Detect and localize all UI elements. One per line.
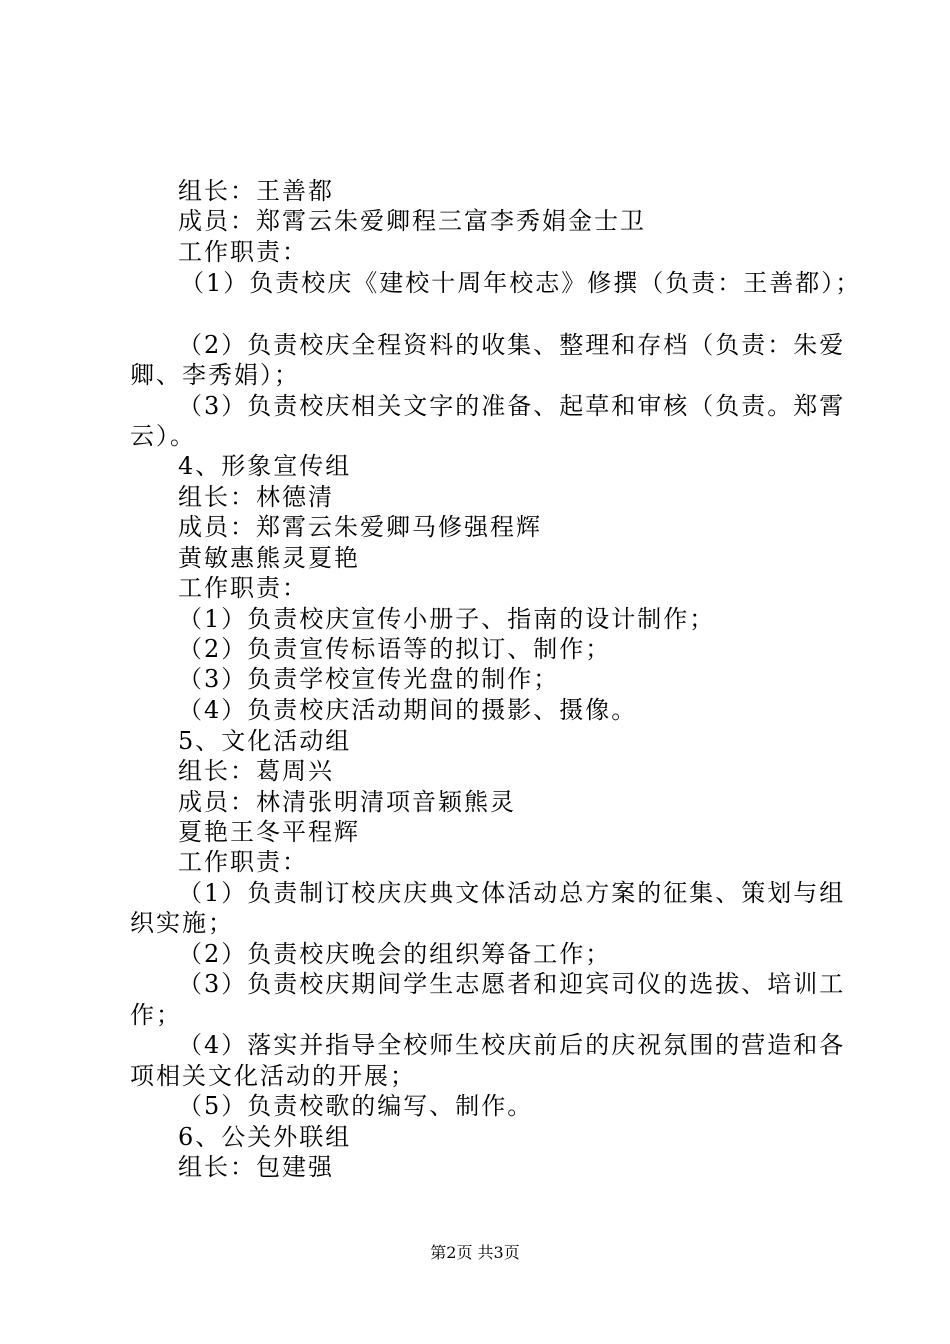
text-line: 黄敏惠熊灵夏艳	[178, 544, 360, 572]
section-heading: 6、公关外联组	[178, 1123, 352, 1151]
text-line: （2）负责校庆全程资料的收集、整理和存档（负责：朱爱	[178, 331, 846, 359]
text-line: 组长：葛周兴	[178, 757, 334, 785]
text-line: 组长：包建强	[178, 1153, 334, 1181]
text-line: （1）负责校庆宣传小册子、指南的设计制作；	[178, 605, 716, 633]
text-line: （5）负责校歌的编写、制作。	[178, 1092, 534, 1120]
text-line: 工作职责：	[178, 848, 308, 876]
section-heading: 4、形象宣传组	[178, 452, 352, 480]
text-line: 成员：郑霄云朱爱卿程三富李秀娟金士卫	[178, 207, 646, 235]
text-line: 组长：林德清	[178, 483, 334, 511]
text-line: 成员：郑霄云朱爱卿马修强程辉	[178, 513, 542, 541]
text-line: （2）负责宣传标语等的拟订、制作；	[178, 635, 612, 663]
text-line: 组长：王善都	[178, 177, 334, 205]
text-line: （4）落实并指导全校师生校庆前后的庆祝氛围的营造和各	[178, 1031, 846, 1059]
text-line: 夏艳王冬平程辉	[178, 818, 360, 846]
text-line: 作；	[130, 1001, 182, 1029]
text-line: 云）。	[130, 422, 196, 450]
text-line: （4）负责校庆活动期间的摄影、摄像。	[178, 696, 638, 724]
text-line: （3）负责校庆相关文字的准备、起草和审核（负责。郑霄	[178, 392, 846, 420]
text-line: （1）负责制订校庆庆典文体活动总方案的征集、策划与组	[178, 879, 846, 907]
section-heading: 5、文化活动组	[178, 727, 352, 755]
text-line: 项相关文化活动的开展；	[130, 1062, 416, 1090]
page-footer: 第2页 共3页	[430, 1243, 520, 1262]
text-line: （2）负责校庆晚会的组织筹备工作；	[178, 940, 612, 968]
text-line: 卿、李秀娟）；	[130, 361, 300, 389]
text-line: （3）负责学校宣传光盘的制作；	[178, 665, 560, 693]
text-line: （3）负责校庆期间学生志愿者和迎宾司仪的选拔、培训工	[178, 970, 846, 998]
text-line: 工作职责：	[178, 238, 308, 266]
text-line: 成员：林清张明清项音颖熊灵	[178, 788, 516, 816]
text-line: 织实施；	[130, 909, 234, 937]
text-line: （1）负责校庆《建校十周年校志》修撰（负责：王善都）；	[180, 269, 862, 297]
text-line: 工作职责：	[178, 574, 308, 602]
